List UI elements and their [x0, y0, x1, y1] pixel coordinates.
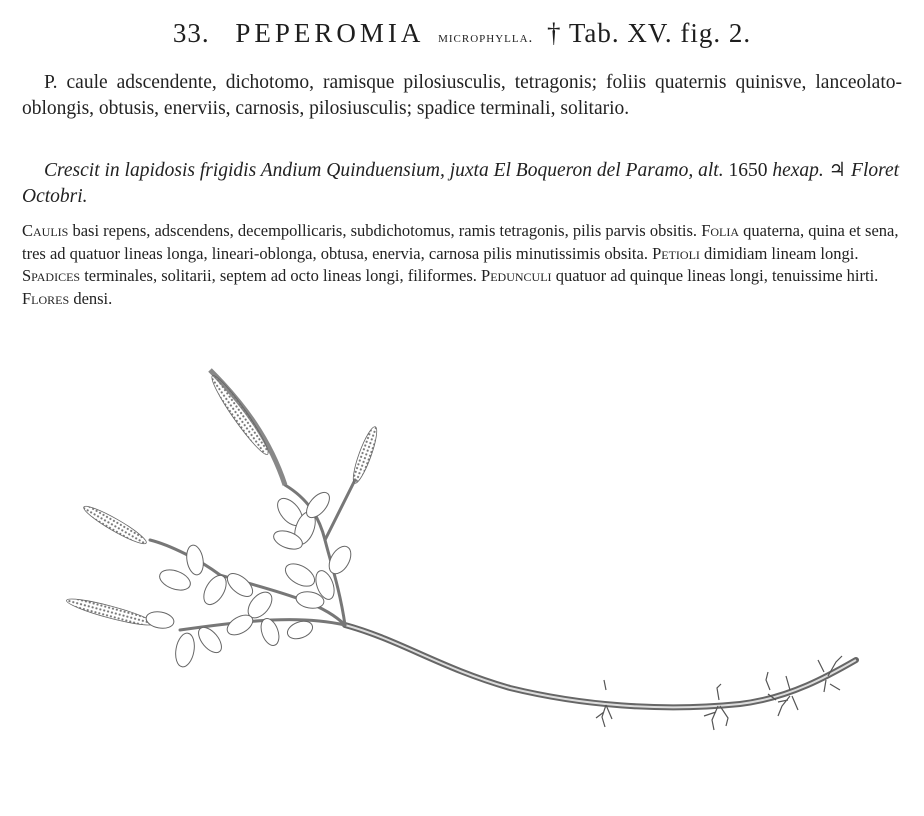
- species-heading: [0, 18, 924, 49]
- petioli-label: Petioli: [652, 243, 700, 263]
- flores-label: Flores: [22, 288, 70, 308]
- plate-reference: Tab. XV. fig. 2.: [568, 18, 752, 48]
- diagnosis-paragraph: P. caule adscendente, dichotomo, ramisque pilosiusculis, tetragonis; foliis quaternis quinisve, lanceolato-oblongis, obtusis, enerviis, carnosis, pilosiusculis; spadice terminali, solitario.: [22, 72, 902, 119]
- pedunculi-label: Pedunculi: [481, 266, 552, 285]
- species-epithet: microphylla.: [438, 30, 534, 46]
- genus-name: PEPEROMIA: [235, 18, 425, 48]
- leaves: [145, 488, 355, 668]
- caulis-label: Caulis: [22, 221, 69, 240]
- folia-text: quaterna, quina et sena, tres ad quatuor lineas longa, lineari-oblonga, obtusa, enervia, carnosa pilis minutissimis obsita.: [22, 221, 899, 263]
- perennial-symbol: ♃: [828, 160, 847, 181]
- spadices-label: Spadices: [22, 266, 81, 285]
- plant-illustration: [0, 360, 924, 780]
- folia-label: Folia: [701, 221, 740, 240]
- petioli-text: dimidiam lineam longi.: [704, 243, 859, 263]
- flores-text: densi.: [73, 288, 113, 308]
- habitat-text: Crescit in lapidosis frigidis Andium Quinduensium, juxta El Boqueron del Paramo, alt.: [44, 160, 724, 181]
- habitat-paragraph: [22, 158, 902, 210]
- description-paragraph: [22, 220, 907, 310]
- altitude-value: 1650: [728, 160, 768, 181]
- flowering-text: Floret Octobri.: [22, 160, 900, 207]
- caulis-text: basi repens, adscendens, decempollicaris, subdichotomus, ramis tetragonis, pilis parvis obsitis.: [72, 221, 698, 240]
- roots: [596, 656, 842, 730]
- spadices-text: terminales, solitarii, septem ad octo lineas longi, filiformes.: [84, 266, 477, 285]
- pedunculi-text: quatuor ad quinque lineas longi, tenuissime hirti.: [555, 266, 879, 285]
- altitude-unit: hexap.: [772, 160, 824, 181]
- dagger-mark: †: [547, 18, 562, 48]
- species-number: 33.: [172, 18, 210, 48]
